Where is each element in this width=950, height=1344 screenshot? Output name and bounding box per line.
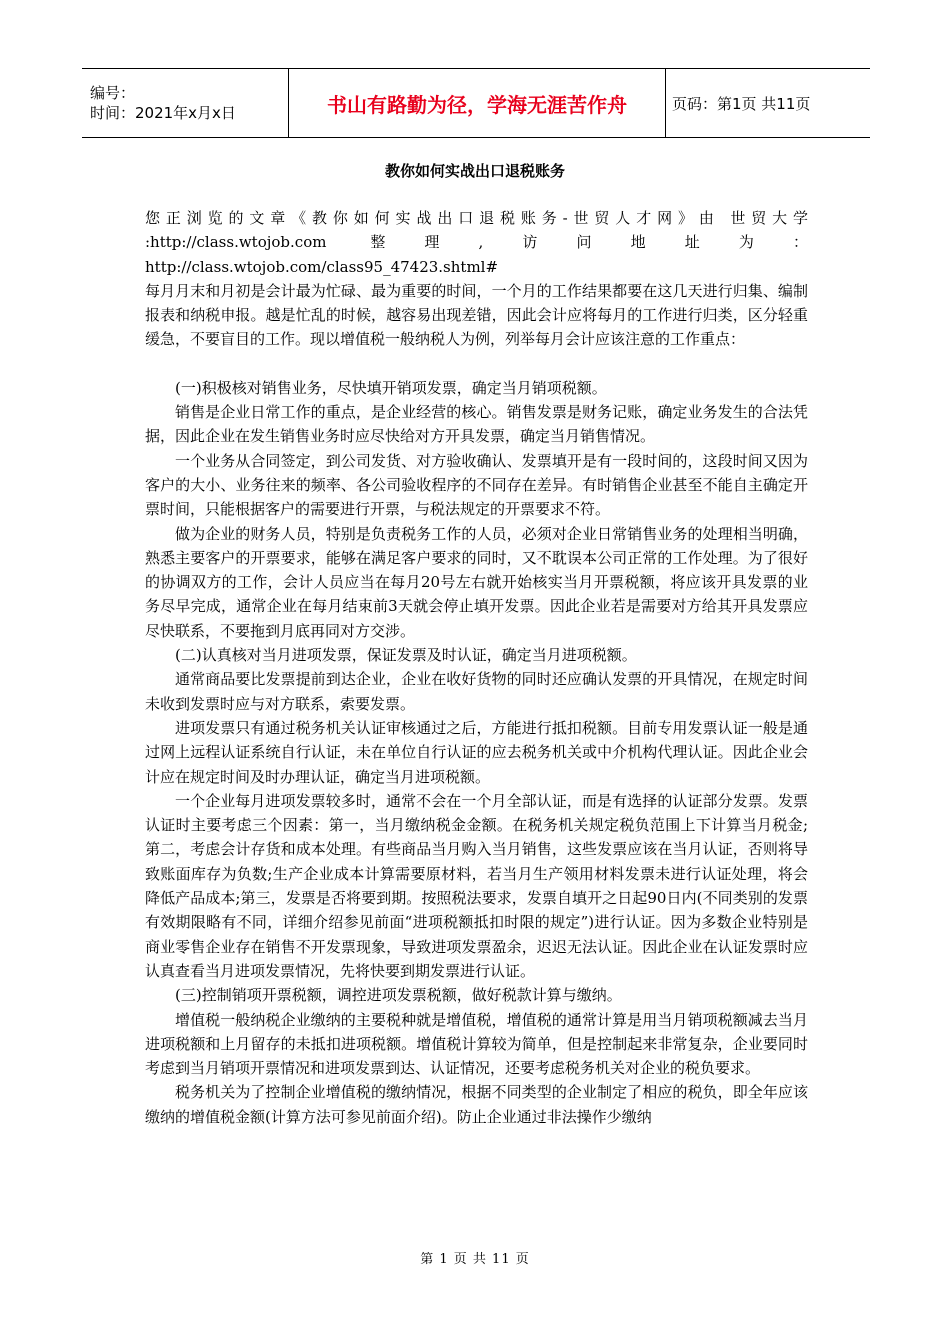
intro-line-2: :http://class.wtojob.com 整理,访问地址为：http://class.wtojob.com/class95_47423.shtml# bbox=[145, 233, 808, 276]
paragraph: 一个企业每月进项发票较多时，通常不会在一个月全部认证，而是有选择的认证部分发票。发票认证时主要考虑三个因素：第一，当月缴纳税金金额。在税务机关规定税负范围上下计算当月税金;第二，考虑会计存货和成本处理。有些商品当月购入当月销售，这些发票应该在当月认证，否则将导致账面库存为负数;生产企业成本计算需要原材料，若当月生产领用材料发票未进行认证处理，将会降低产品成本;第三，发票是否将要到期。按照税法要求，发票自填开之日起90日内(不同类别的发票有效期限略有不同，详细介绍参见前面“进项税额抵扣时限的规定”)进行认证。因为多数企业特别是商业零售企业存在销售不开发票现象，导致进项发票盈余，迟迟无法认证。因此企业在认证发票时应认真查看当月进项发票情况，先将快要到期发票进行认证。 bbox=[145, 791, 808, 980]
header-motto bbox=[289, 69, 666, 137]
paragraph: 做为企业的财务人员，特别是负责税务工作的人员，必须对企业日常销售业务的处理相当明确，熟悉主要客户的开票要求，能够在满足客户要求的同时，又不耽误本公司正常的工作处理。为了很好的协调双方的工作，会计人员应当在每月20号左右就开始核实当月开票税额，将应该开具发票的业务尽早完成，通常企业在每月结束前3天就会停止填开发票。因此企业若是需要对方给其开具发票应尽快联系，不要拖到月底再同对方交涉。 bbox=[145, 524, 808, 640]
paragraph: 通常商品要比发票提前到达企业，企业在收好货物的同时还应确认发票的开具情况，在规定时间未收到发票时应与对方联系，索要发票。 bbox=[145, 670, 808, 713]
header-time: 时间：2021年x月x日 bbox=[90, 104, 236, 122]
header-table bbox=[82, 68, 870, 138]
document-body bbox=[145, 206, 808, 1129]
paragraph: 税务机关为了控制企业增值税的缴纳情况，根据不同类型的企业制定了相应的税负，即全年应该缴纳的增值税金额(计算方法可参见前面介绍)。防止企业通过非法操作少缴纳 bbox=[145, 1083, 808, 1126]
document-title: 教你如何实战出口退税账务 bbox=[384, 162, 565, 180]
header-meta bbox=[82, 69, 289, 137]
paragraph: 销售是企业日常工作的重点，是企业经营的核心。销售发票是财务记账，确定业务发生的合法凭据，因此企业在发生销售业务时应尽快给对方开具发票，确定当月销售情况。 bbox=[145, 403, 808, 446]
header-page bbox=[666, 69, 870, 137]
header-page-text: 页码：第1页 共11页 bbox=[672, 94, 811, 113]
paragraph: 进项发票只有通过税务机关认证审核通过之后，方能进行抵扣税额。目前专用发票认证一般是通过网上远程认证系统自行认证，未在单位自行认证的应去税务机关或中介机构代理认证。因此企业会计应在规定时间及时办理认证，确定当月进项税额。 bbox=[145, 718, 808, 786]
section-heading-2: (二)认真核对当月进项发票，保证发票及时认证，确定当月进项税额。 bbox=[175, 646, 637, 665]
paragraph: 一个业务从合同签定，到公司发货、对方验收确认、发票填开是有一段时间的，这段时间又因为客户的大小、业务往来的频率、各公司验收程序的不同存在差异。有时销售企业甚至不能自主确定开票时间，只能根据客户的需要进行开票，与税法规定的开票要求不符。 bbox=[145, 451, 808, 519]
section-heading-1: (一)积极核对销售业务，尽快填开销项发票，确定当月销项税额。 bbox=[175, 378, 607, 397]
page-footer: 第 1 页 共 11 页 bbox=[420, 1252, 530, 1267]
header-motto-text: 书山有路勤为径，学海无涯苦作舟 bbox=[327, 92, 627, 117]
header-code: 编号： bbox=[90, 84, 136, 102]
paragraph: 增值税一般纳税企业缴纳的主要税种就是增值税，增值税的通常计算是用当月销项税额减去当月进项税额和上月留存的未抵扣进项税额。增值税计算较为简单，但是控制起来非常复杂，企业要同时考虑到当月销项开票情况和进项发票到达、认证情况，还要考虑税务机关对企业的税负要求。 bbox=[145, 1010, 808, 1078]
paragraph: 每月月末和月初是会计最为忙碌、最为重要的时间，一个月的工作结果都要在这几天进行归集、编制报表和纳税申报。越是忙乱的时候，越容易出现差错，因此会计应将每月的工作进行归类，区分轻重缓急，不要盲目的工作。现以增值税一般纳税人为例，列举每月会计应该注意的工作重点： bbox=[145, 281, 808, 349]
intro-line-1: 您正浏览的文章《教你如何实战出口退税账务-世贸人才网》由 世贸大学 bbox=[145, 209, 808, 227]
section-heading-3: (三)控制销项开票税额，调控进项发票税额，做好税款计算与缴纳。 bbox=[175, 986, 622, 1005]
